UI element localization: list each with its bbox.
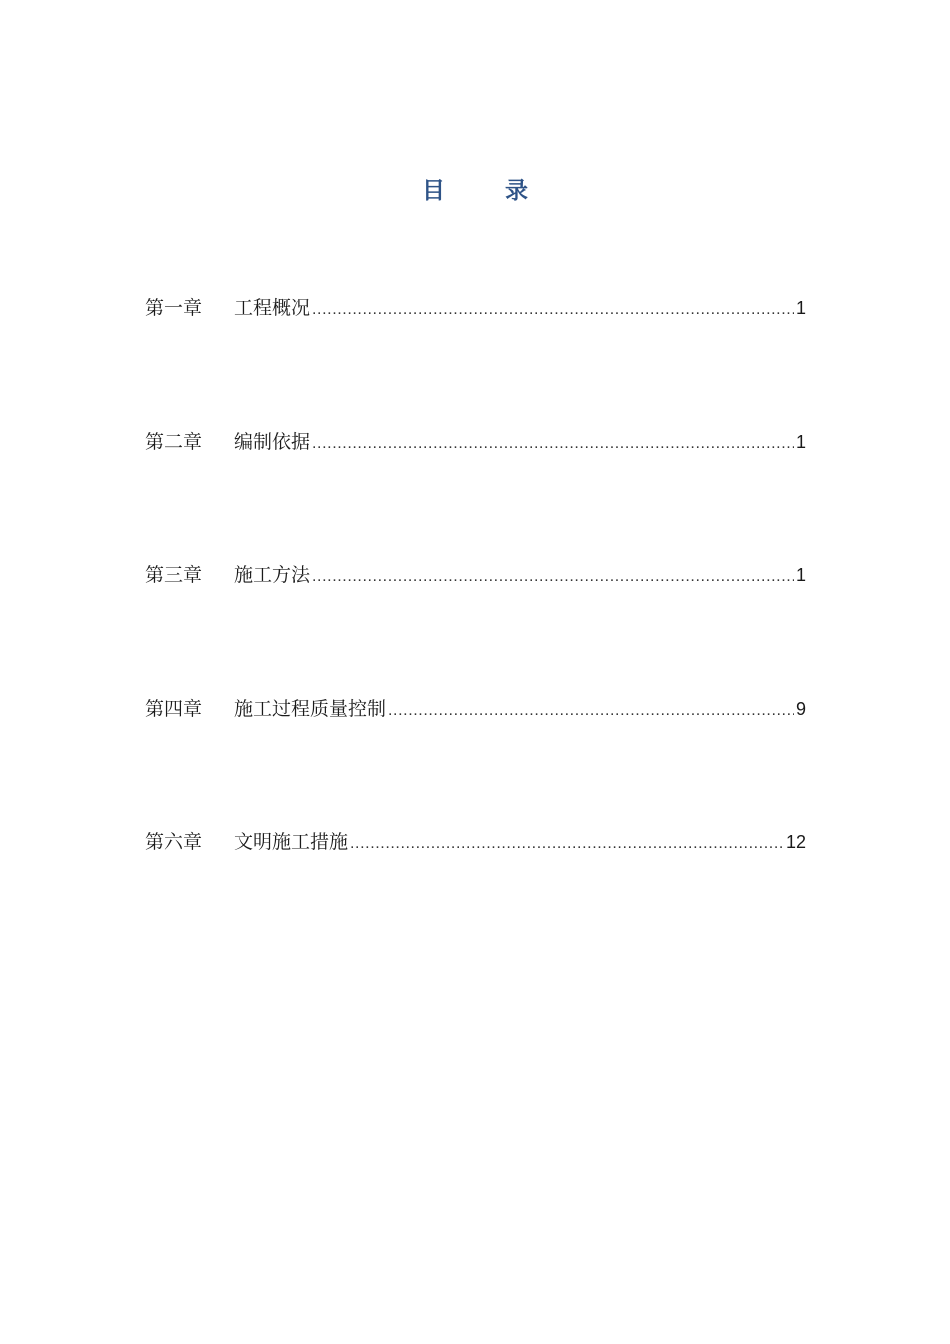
toc-chapter-heading: 文明施工措施 [234, 831, 349, 853]
toc-dot-leader [312, 564, 794, 590]
toc-chapter-number: 第三章 [145, 564, 203, 586]
toc-page-number: 9 [795, 698, 806, 719]
toc-title: 目 录 [421, 178, 554, 204]
toc-chapter-heading: 施工过程质量控制 [234, 697, 387, 720]
toc-entry[interactable] [145, 429, 806, 563]
toc-chapter-number: 第四章 [145, 697, 203, 720]
toc-chapter-number: 第二章 [145, 430, 203, 453]
toc-dot-leader [312, 431, 794, 457]
toc-dot-leader [388, 698, 794, 724]
toc-list [145, 295, 806, 963]
toc-chapter-heading: 施工方法 [234, 564, 311, 586]
toc-chapter-heading: 工程概况 [234, 297, 311, 319]
toc-entry[interactable] [145, 562, 806, 696]
toc-chapter-number: 第一章 [145, 297, 203, 319]
toc-entry[interactable] [145, 295, 806, 429]
toc-page-number: 1 [795, 298, 806, 318]
toc-dot-leader [312, 297, 794, 323]
toc-page-number: 1 [795, 431, 806, 452]
toc-chapter-heading: 编制依据 [234, 430, 311, 453]
toc-page-number: 12 [785, 832, 806, 852]
toc-page-number: 1 [795, 565, 806, 585]
toc-entry[interactable] [145, 696, 806, 830]
toc-chapter-number: 第六章 [145, 831, 203, 853]
toc-entry[interactable] [145, 829, 806, 963]
toc-dot-leader [350, 831, 784, 857]
